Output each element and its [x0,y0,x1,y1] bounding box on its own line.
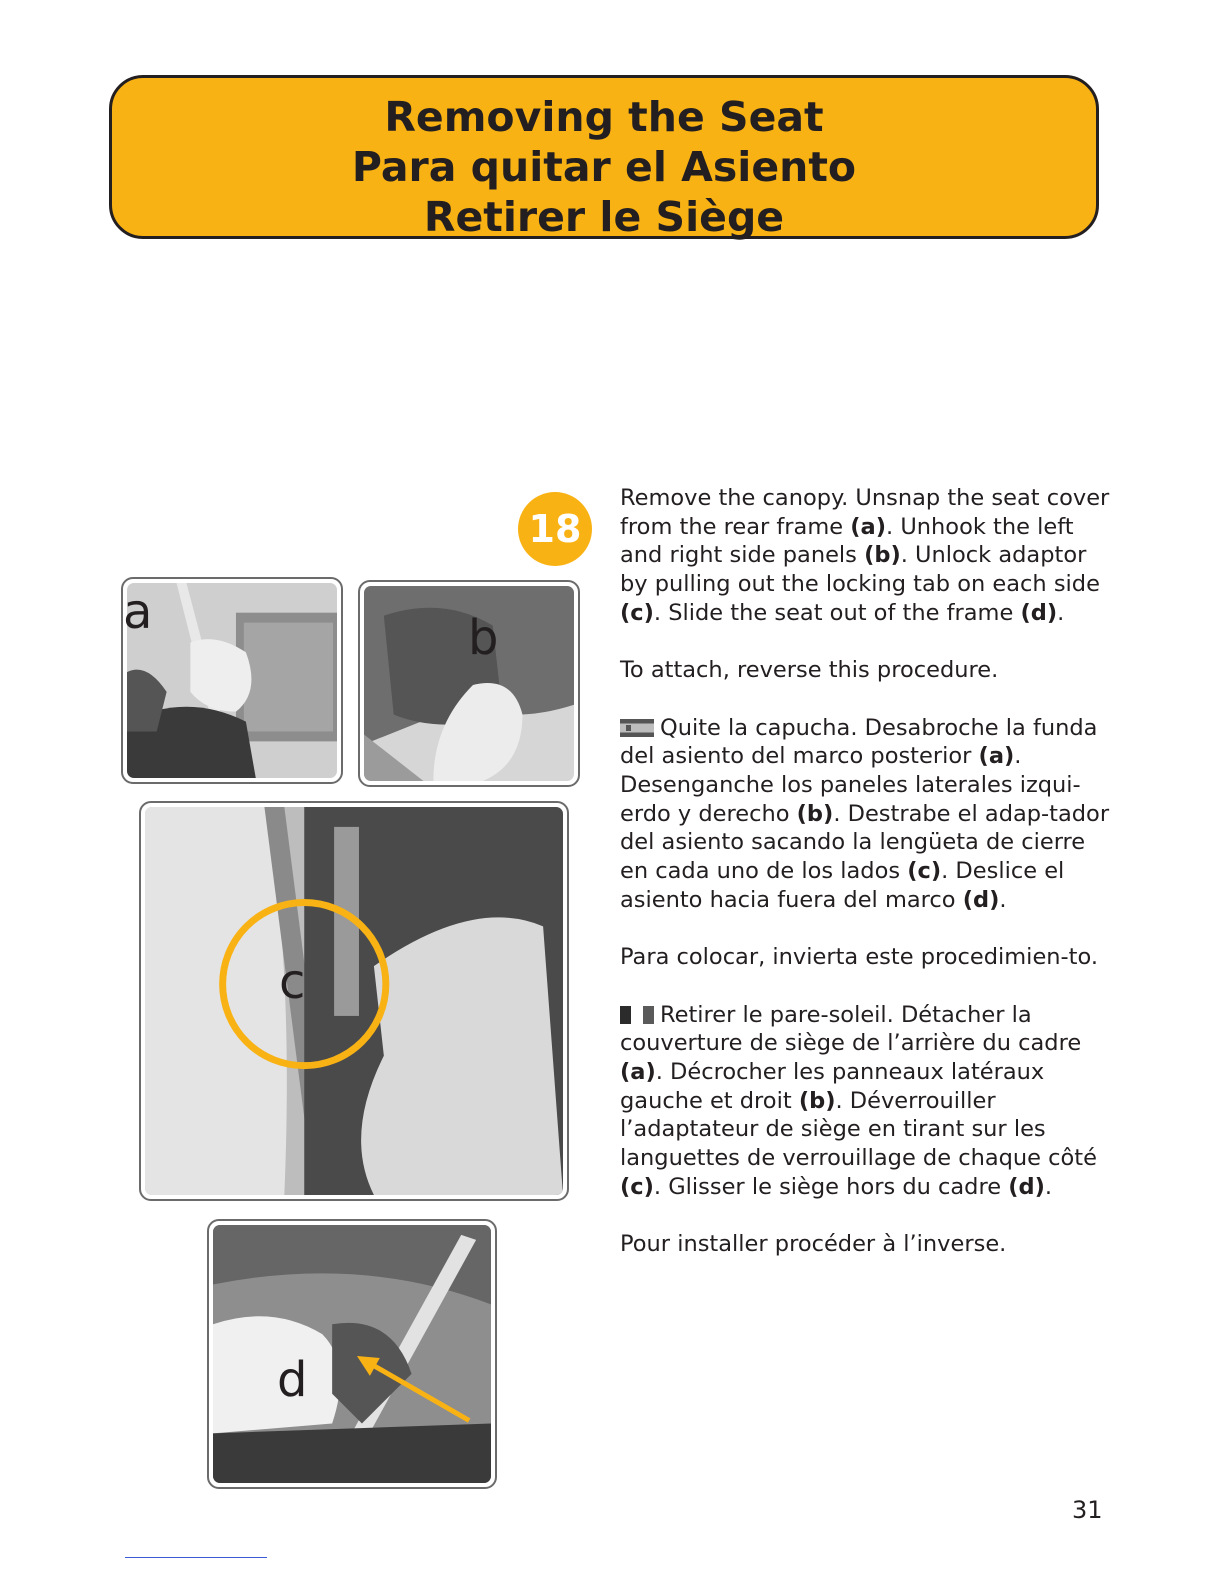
photo-c-locking-tab [139,801,569,1201]
instructions-english: Remove the canopy. Unsnap the seat cover from the rear frame (a). Unhook the left and right side panels (b). Unlock adaptor by pulling out the locking tab on each side (c). Slide the seat out of the frame (d). [620,485,1110,626]
step-number-badge: 18 [518,492,592,566]
attach-french: Pour installer procéder à l’inverse. [620,1231,1007,1258]
instructions-spanish: Quite la capucha. Desabroche la funda del asiento del marco posterior (a). Desenganche los paneles laterales izqui-erdo y derecho (b). Destrabe el adap-tador del asiento sacando la lengüeta de cierre en cada uno de los lados (c). Deslice el asiento hacia fuera del marco (d). [620,714,1110,913]
photo-c-image [145,807,563,1195]
title-english: Removing the Seat [384,93,824,141]
photo-d-image [213,1225,491,1483]
photo-a-image [127,583,337,778]
instructions-french: Retirer le pare-soleil. Détacher la couverture de siège de l’arrière du cadre (a). Décrocher les panneaux latéraux gauche et droit (b). Déverrouiller l’adaptateur de siège en tirant sur les languettes de verrouillage de chaque côté (c). Glisser le siège hors du cadre (d). [620,1001,1097,1200]
instructions-column [620,484,1110,1288]
photo-label-c: c [279,954,306,1010]
attach-english: To attach, reverse this procedure. [620,657,999,684]
title-banner [109,75,1099,239]
attach-spanish: Para colocar, invierta este procedimien-to. [620,944,1099,971]
photo-label-a: a [123,584,153,640]
page-number: 31 [1072,1496,1103,1524]
photo-a-rear-frame [121,577,343,784]
photo-label-d: d [277,1352,308,1408]
title-spanish: Para quitar el Asiento [351,143,857,191]
footer-rule [125,1557,267,1558]
france-flag-icon [620,1006,654,1024]
title-french: Retirer le Siège [423,193,785,241]
spain-flag-icon [620,719,654,737]
photo-d-slide-seat [207,1219,497,1489]
photo-label-b: b [468,610,499,666]
